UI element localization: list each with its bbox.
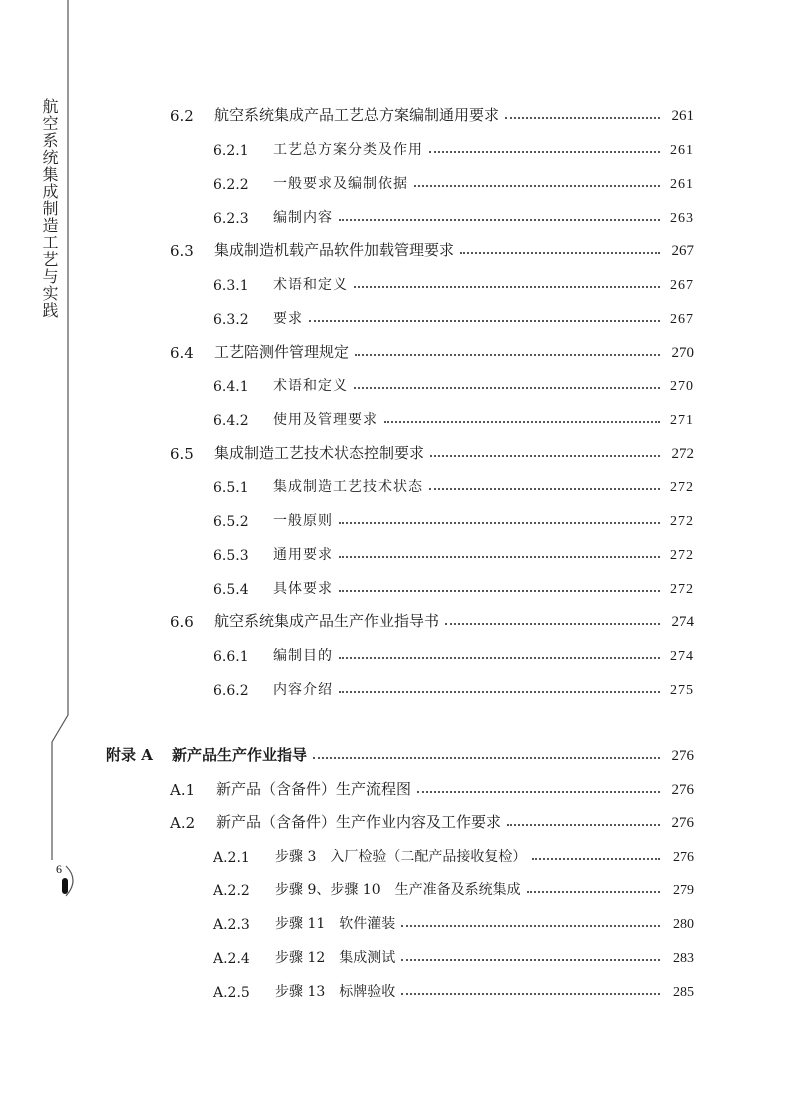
toc-page: 276 <box>673 850 694 865</box>
toc-row[interactable] <box>170 99 694 125</box>
toc-number: 6.5.3 <box>213 548 249 564</box>
toc-number: 6.2.1 <box>213 143 249 159</box>
toc-leader-dots <box>430 454 660 457</box>
toc-row[interactable] <box>170 605 694 631</box>
toc-row[interactable] <box>213 403 694 429</box>
toc-title: 一般要求及编制依据 <box>273 176 408 192</box>
toc-row[interactable] <box>213 133 694 159</box>
toc-leader-dots <box>505 116 660 119</box>
toc-leader-dots <box>313 756 660 759</box>
toc-page: 272 <box>670 582 694 597</box>
toc-row[interactable] <box>213 504 694 530</box>
toc-title: 内容介绍 <box>273 682 333 698</box>
toc-number: 6.4 <box>170 344 194 362</box>
toc-number: 6.4.1 <box>213 379 249 395</box>
toc-leader-dots <box>401 992 660 995</box>
toc-page: 261 <box>671 108 694 124</box>
toc-row[interactable] <box>170 773 694 799</box>
toc-number: 6.6 <box>170 613 194 631</box>
toc-number: 6.2.3 <box>213 211 249 227</box>
toc-number: 6.2 <box>170 107 194 125</box>
toc-page: 280 <box>673 917 694 932</box>
toc-row[interactable] <box>213 873 694 899</box>
toc-page: 276 <box>671 748 694 764</box>
toc-page: 261 <box>670 177 694 192</box>
toc-leader-dots <box>527 890 660 893</box>
toc-title: 要求 <box>273 311 303 327</box>
page-number: 6 <box>56 862 62 876</box>
toc-number: A.2.1 <box>213 850 250 866</box>
toc-number: 6.2.2 <box>213 177 249 193</box>
toc-title: 航空系统集成产品工艺总方案编制通用要求 <box>214 106 500 124</box>
toc-title: 步骤 9、步骤 10 生产准备及系统集成 <box>275 882 521 898</box>
toc-page: 285 <box>673 985 694 1000</box>
toc-number: 附录 A <box>106 746 153 764</box>
toc-number: 6.6.1 <box>213 649 249 665</box>
toc-leader-dots <box>339 690 660 693</box>
toc-title: 集成制造机载产品软件加载管理要求 <box>214 241 455 259</box>
toc-number: A.2.2 <box>213 883 250 899</box>
toc-title: 新产品（含备件）生产流程图 <box>216 780 412 798</box>
toc-leader-dots <box>309 319 660 322</box>
toc-number: A.2.3 <box>213 917 250 933</box>
toc-row[interactable] <box>170 437 694 463</box>
toc-page: 274 <box>671 614 694 630</box>
toc-row[interactable] <box>213 302 694 328</box>
toc-title: 步骤 13 标牌验收 <box>275 984 396 1000</box>
toc-leader-dots <box>354 386 660 389</box>
toc-number: 6.4.2 <box>213 413 249 429</box>
toc-page: 275 <box>670 683 694 698</box>
toc-leader-dots <box>384 420 660 423</box>
toc-page: 272 <box>670 548 694 563</box>
toc-number: 6.5 <box>170 445 194 463</box>
toc-leader-dots <box>339 218 660 221</box>
toc-number: 6.6.2 <box>213 683 249 699</box>
toc-title: 工艺陪测件管理规定 <box>214 343 350 361</box>
toc-row[interactable] <box>213 268 694 294</box>
toc-leader-dots <box>401 958 660 961</box>
toc-title: 步骤 11 软件灌装 <box>275 916 396 932</box>
toc-leader-dots <box>460 251 660 254</box>
toc-row[interactable] <box>170 234 694 260</box>
toc-title: 一般原则 <box>273 513 333 529</box>
toc-number: 6.3.1 <box>213 278 249 294</box>
toc-row[interactable] <box>213 572 694 598</box>
toc-leader-dots <box>339 521 660 524</box>
toc-page: 270 <box>670 379 694 394</box>
toc-number: 6.3.2 <box>213 312 249 328</box>
toc-number: A.2.4 <box>213 951 250 967</box>
toc-row[interactable] <box>213 167 694 193</box>
toc-row[interactable] <box>106 739 694 765</box>
toc-page: 270 <box>671 345 694 361</box>
toc-title: 新产品（含备件）生产作业内容及工作要求 <box>216 813 502 831</box>
toc-page: 261 <box>670 143 694 158</box>
toc-page: 267 <box>670 312 694 327</box>
toc-page: 272 <box>670 514 694 529</box>
toc-leader-dots <box>354 285 660 288</box>
toc-title: 编制内容 <box>273 210 333 226</box>
toc-title: 编制目的 <box>273 648 333 664</box>
toc-number: 6.5.1 <box>213 480 249 496</box>
toc-row[interactable] <box>213 369 694 395</box>
toc-row[interactable] <box>170 806 694 832</box>
toc-row[interactable] <box>213 673 694 699</box>
toc-page: 276 <box>671 782 694 798</box>
toc-row[interactable] <box>213 639 694 665</box>
toc-number: 6.3 <box>170 242 194 260</box>
toc-title: 集成制造工艺技术状态 <box>273 479 423 495</box>
toc-leader-dots <box>429 487 660 490</box>
toc-page: 263 <box>670 211 694 226</box>
toc-title: 新产品生产作业指导 <box>172 746 308 764</box>
toc-leader-dots <box>401 924 660 927</box>
toc-number: A.1 <box>170 781 196 799</box>
toc-page: 276 <box>671 815 694 831</box>
toc-leader-dots <box>445 622 660 625</box>
toc-row[interactable] <box>213 538 694 564</box>
toc-row[interactable] <box>213 470 694 496</box>
toc-number: 6.5.4 <box>213 582 249 598</box>
toc-row[interactable] <box>213 840 694 866</box>
toc-title: 术语和定义 <box>273 277 348 293</box>
toc-title: 步骤 12 集成测试 <box>275 950 396 966</box>
toc-title: 使用及管理要求 <box>273 412 378 428</box>
toc-row[interactable] <box>213 201 694 227</box>
toc-leader-dots <box>507 823 660 826</box>
toc-title: 步骤 3 入厂检验（二配产品接收复检） <box>275 849 527 865</box>
toc-leader-dots <box>339 656 660 659</box>
toc-title: 集成制造工艺技术状态控制要求 <box>214 444 425 462</box>
toc-page: 274 <box>670 649 694 664</box>
toc-page: 279 <box>673 883 694 898</box>
toc-leader-dots <box>414 184 660 187</box>
toc-leader-dots <box>532 857 660 860</box>
toc-number: 6.5.2 <box>213 514 249 530</box>
toc-title: 术语和定义 <box>273 378 348 394</box>
toc-leader-dots <box>339 589 660 592</box>
toc-page: 272 <box>671 446 694 462</box>
toc-page: 272 <box>670 480 694 495</box>
toc-row[interactable] <box>170 336 694 362</box>
toc-row[interactable] <box>213 907 694 933</box>
toc-page: 283 <box>673 951 694 966</box>
toc-page: 267 <box>670 278 694 293</box>
toc-title: 通用要求 <box>273 547 333 563</box>
toc-title: 具体要求 <box>273 581 333 597</box>
book-title-vertical: 航空系统集成制造工艺与实践 <box>40 98 59 319</box>
toc-title: 工艺总方案分类及作用 <box>273 142 423 158</box>
toc-page: 267 <box>671 243 694 259</box>
toc-row[interactable] <box>213 975 694 1001</box>
toc-leader-dots <box>339 555 660 558</box>
toc-leader-dots <box>417 790 660 793</box>
toc-page: 271 <box>670 413 694 428</box>
toc-row[interactable] <box>213 941 694 967</box>
toc-number: A.2 <box>170 814 196 832</box>
toc-number: A.2.5 <box>213 985 250 1001</box>
toc-leader-dots <box>429 150 660 153</box>
toc-leader-dots <box>355 353 660 356</box>
toc-title: 航空系统集成产品生产作业指导书 <box>214 612 440 630</box>
